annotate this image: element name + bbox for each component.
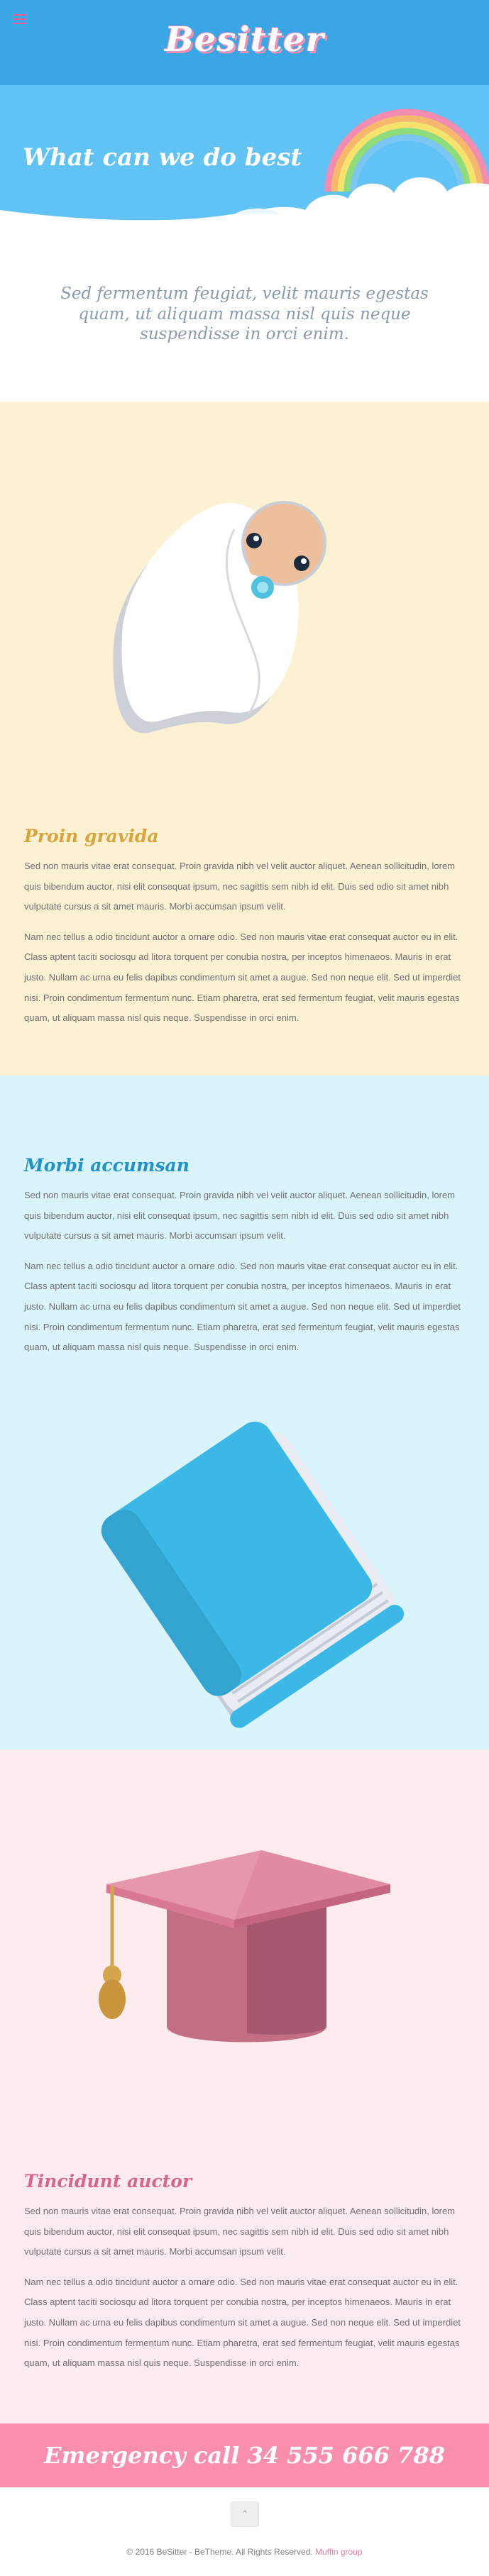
section-heading: Proin gravida	[24, 826, 159, 846]
emergency-banner	[0, 2423, 489, 2487]
author-link[interactable]: Muffin group	[315, 2547, 363, 2557]
section-heading: Morbi accumsan	[24, 1155, 189, 1176]
site-footer	[0, 2487, 489, 2576]
section-paragraph: Nam nec tellus a odio tincidunt auctor a ornare odio. Sed non mauris vitae erat consequat auctor eu in elit. Class aptent taciti sociosqu ad litora torquent per conubia nostra, per inceptos himenaeos. Mauris in erat justo. Nullam ac urna eu felis dapibus condimentum sit amet a augue. Sed non neque elit. Sed ut imperdiet nisi. Proin condimentum fermentum nunc. Etiam pharetra, erat sed fermentum feugiat, velit mauris egestas quam, ut aliquam massa nisl quis neque. Suspendisse in orci enim.	[24, 1260, 461, 1353]
section-heading: Tincidunt auctor	[24, 2171, 192, 2191]
section-proin-gravida	[0, 402, 489, 1076]
section-text	[24, 2171, 464, 2384]
section-text	[24, 1155, 464, 1368]
section-paragraph: Sed non mauris vitae erat consequat. Proin gravida nibh vel velit auctor aliquet. Aenean sollicitudin, lorem quis bibendum auctor, nisi elit consequat ipsum, nec sagittis sem nibh id elit. Duis sed odio sit amet nibh vulputate cursus a sit amet mauris. Morbi accumsan ipsum velit.	[24, 2206, 456, 2257]
intro-section	[0, 227, 489, 402]
intro-text: Sed fermentum feugiat, velit mauris egestas quam, ut aliquam massa nisl quis neque suspendisse in orci enim.	[60, 284, 429, 344]
chevron-up-icon: ⌃	[241, 2509, 249, 2519]
copyright	[0, 2547, 489, 2557]
section-text	[24, 826, 464, 1039]
section-tincidunt-auctor	[0, 1749, 489, 2423]
section-paragraph: Sed non mauris vitae erat consequat. Proin gravida nibh vel velit auctor aliquet. Aenean sollicitudin, lorem quis bibendum auctor, nisi elit consequat ipsum, nec sagittis sem nibh id elit. Duis sed odio sit amet nibh vulputate cursus a sit amet mauris. Morbi accumsan ipsum velit.	[24, 1190, 456, 1242]
section-paragraph: Sed non mauris vitae erat consequat. Proin gravida nibh vel velit auctor aliquet. Aenean sollicitudin, lorem quis bibendum auctor, nisi elit consequat ipsum, nec sagittis sem nibh id elit. Duis sed odio sit amet nibh vulputate cursus a sit amet mauris. Morbi accumsan ipsum velit.	[24, 861, 456, 912]
section-paragraph: Nam nec tellus a odio tincidunt auctor a ornare odio. Sed non mauris vitae erat consequat auctor eu in elit. Class aptent taciti sociosqu ad litora torquent per conubia nostra, per inceptos himenaeos. Mauris in erat justo. Nullam ac urna eu felis dapibus condimentum sit amet a augue. Sed non neque elit. Sed ut imperdiet nisi. Proin condimentum fermentum nunc. Etiam pharetra, erat sed fermentum feugiat, velit mauris egestas quam, ut aliquam massa nisl quis neque. Suspendisse in orci enim.	[24, 931, 461, 1024]
hero-banner	[0, 85, 489, 227]
site-header	[0, 0, 489, 85]
section-paragraph: Nam nec tellus a odio tincidunt auctor a ornare odio. Sed non mauris vitae erat consequat auctor eu in elit. Class aptent taciti sociosqu ad litora torquent per conubia nostra, per inceptos himenaeos. Mauris in erat justo. Nullam ac urna eu felis dapibus condimentum sit amet a augue. Sed non neque elit. Sed ut imperdiet nisi. Proin condimentum fermentum nunc. Etiam pharetra, erat sed fermentum feugiat, velit mauris egestas quam, ut aliquam massa nisl quis neque. Suspendisse in orci enim.	[24, 2276, 461, 2369]
menu-bar	[13, 14, 27, 16]
site-logo[interactable]: Besitter	[165, 20, 324, 60]
hero-title: What can we do best	[23, 143, 302, 172]
copyright-text: © 2016 BeSitter - BeTheme. All Rights Reserved.	[126, 2547, 313, 2557]
emergency-call-text[interactable]: Emergency call 34 555 666 788	[44, 2442, 445, 2469]
section-morbi-accumsan	[0, 1076, 489, 1749]
back-to-top-button[interactable]	[231, 2502, 259, 2527]
